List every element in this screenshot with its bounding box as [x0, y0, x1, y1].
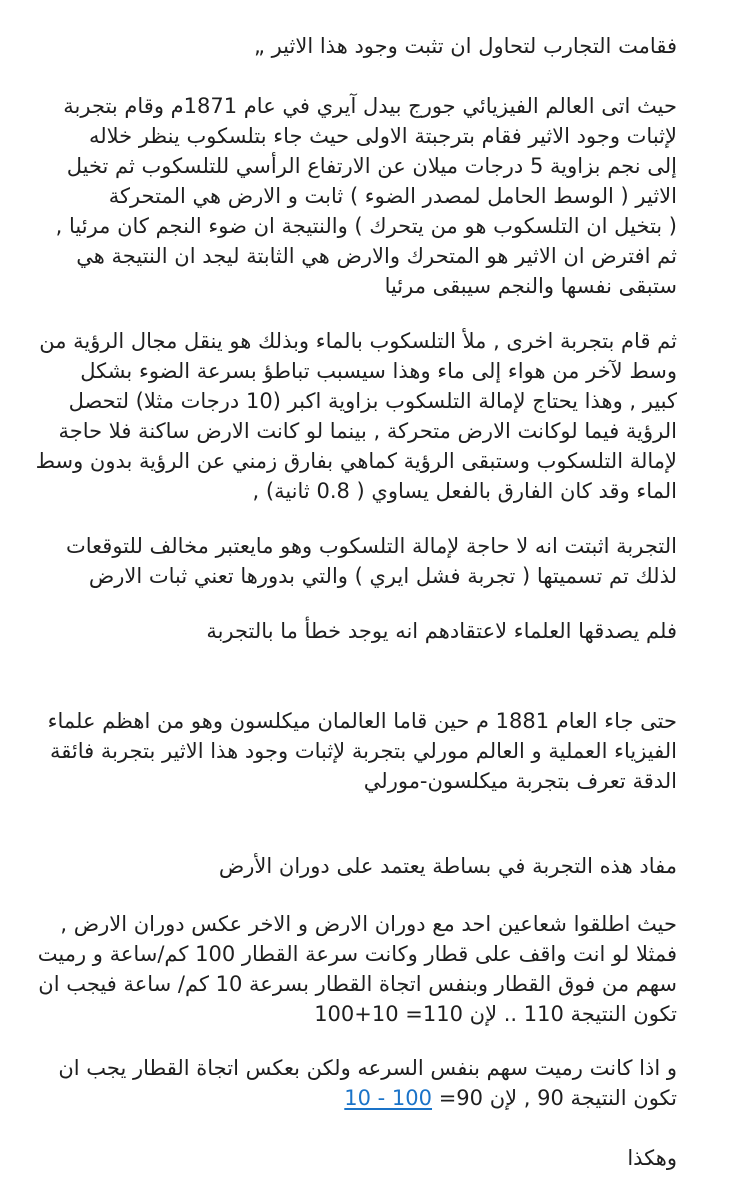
paragraph-8-line-2: فمثلا لو انت واقف على قطار وكانت سرعة القطار 100 كم/ساعة و رميت [37, 942, 677, 966]
paragraph-9-line-1: و اذا كانت رميت سهم بنفس السرعه ولكن بعكس اتجاة القطار يجب ان [58, 1056, 677, 1080]
paragraph-5-line-1: فلم يصدقها العلماء لاعتقادهم انه يوجد خطأ ما بالتجربة [206, 619, 677, 643]
paragraph-2-line-7: ستبقى نفسها والنجم سيبقى مرئيا [384, 274, 677, 298]
paragraph-10-line-1: وهكذا [627, 1146, 677, 1170]
paragraph-2-line-2: لإثبات وجود الاثير فقام بترجبتة الاولى حيث جاء بتلسكوب ينظر خلاله [88, 124, 677, 148]
paragraph-2-line-3: إلى نجم بزاوية 5 درجات ميلان عن الارتفاع الرأسي للتلسكوب ثم تخيل [66, 154, 677, 178]
paragraph-8-line-4: تكون النتيجة 110 .. لإن 110= 10+100 [314, 1002, 677, 1026]
paragraph-3-line-1: ثم قام بتجربة اخرى , ملأ التلسكوب بالماء وبذلك هو ينقل مجال الرؤية من [39, 329, 677, 353]
paragraph-9-line-2 [62, 1083, 677, 1113]
paragraph-2-line-6: ثم افترض ان الاثير هو المتحرك والارض هي الثابتة ليجد ان النتيجة هي [76, 244, 677, 268]
paragraph-8-line-3: سهم من فوق القطار وبنفس اتجاة القطار بسرعة 10 كم/ ساعة فيجب ان [38, 972, 677, 996]
paragraph-3-line-6: الماء وقد كان الفارق بالفعل يساوي ( 0.8 ثانية) , [252, 479, 677, 503]
paragraph-3-line-4: الرؤية فيما لوكانت الارض متحركة , بينما لو كانت الارض ساكنة فلا حاجة [58, 419, 677, 443]
paragraph-2-line-5: ( بتخيل ان التلسكوب هو من يتحرك ) والنتيجة ان ضوء النجم كان مرئيا , [55, 214, 677, 238]
paragraph-2-line-1: حيث اتى العالم الفيزيائي جورج بيدل آيري في عام 1871م وقام بتجربة [63, 94, 677, 118]
paragraph-4-line-2: لذلك تم تسميتها ( تجربة فشل ايري ) والتي بدورها تعني ثبات الارض [88, 564, 677, 588]
paragraph-6-line-2: الفيزياء العملية و العالم مورلي بتجربة لإثبات وجود هذا الاثير بتجربة فائقة [50, 739, 677, 763]
paragraph-1-line-1: فقامت التجارب لتحاول ان تثبت وجود هذا الاثير „ [254, 34, 677, 58]
paragraph-8-line-1: حيث اطلقوا شعاعين احد مع دوران الارض و الاخر عكس دوران الارض , [60, 912, 677, 936]
paragraph-6-line-3: الدقة تعرف بتجربة ميكلسون-مورلي [363, 769, 677, 793]
paragraph-2-line-4: الاثير ( الوسط الحامل لمصدر الضوء ) ثابت و الارض هي المتحركة [108, 184, 677, 208]
paragraph-3-line-2: وسط لآخر من هواء إلى ماء وهذا سيسبب تباطؤ بسرعة الضوء بشكل [80, 359, 677, 383]
paragraph-3-line-5: لإمالة التلسكوب وستبقى الرؤية كماهي بفارق زمني عن الرؤية بدون وسط [35, 449, 677, 473]
paragraph-6-line-1: حتى جاء العام 1881 م حين قاما العالمان ميكلسون وهو من اهظم علماء [47, 709, 677, 733]
paragraph-9-line-2-text: تكون النتيجة 90 , لإن 90= [432, 1086, 677, 1110]
equation-link[interactable]: 10 - 100 [344, 1086, 433, 1110]
paragraph-3-line-3: كبير , وهذا يحتاج لإمالة التلسكوب بزاوية اكبر (10 درجات مثلا) لتحصل [68, 389, 677, 413]
paragraph-7-line-1: مفاد هذه التجربة في بساطة يعتمد على دوران الأرض [218, 854, 677, 878]
paragraph-4-line-1: التجربة اثبتت انه لا حاجة لإمالة التلسكوب وهو مايعتبر مخالف للتوقعات [66, 534, 677, 558]
